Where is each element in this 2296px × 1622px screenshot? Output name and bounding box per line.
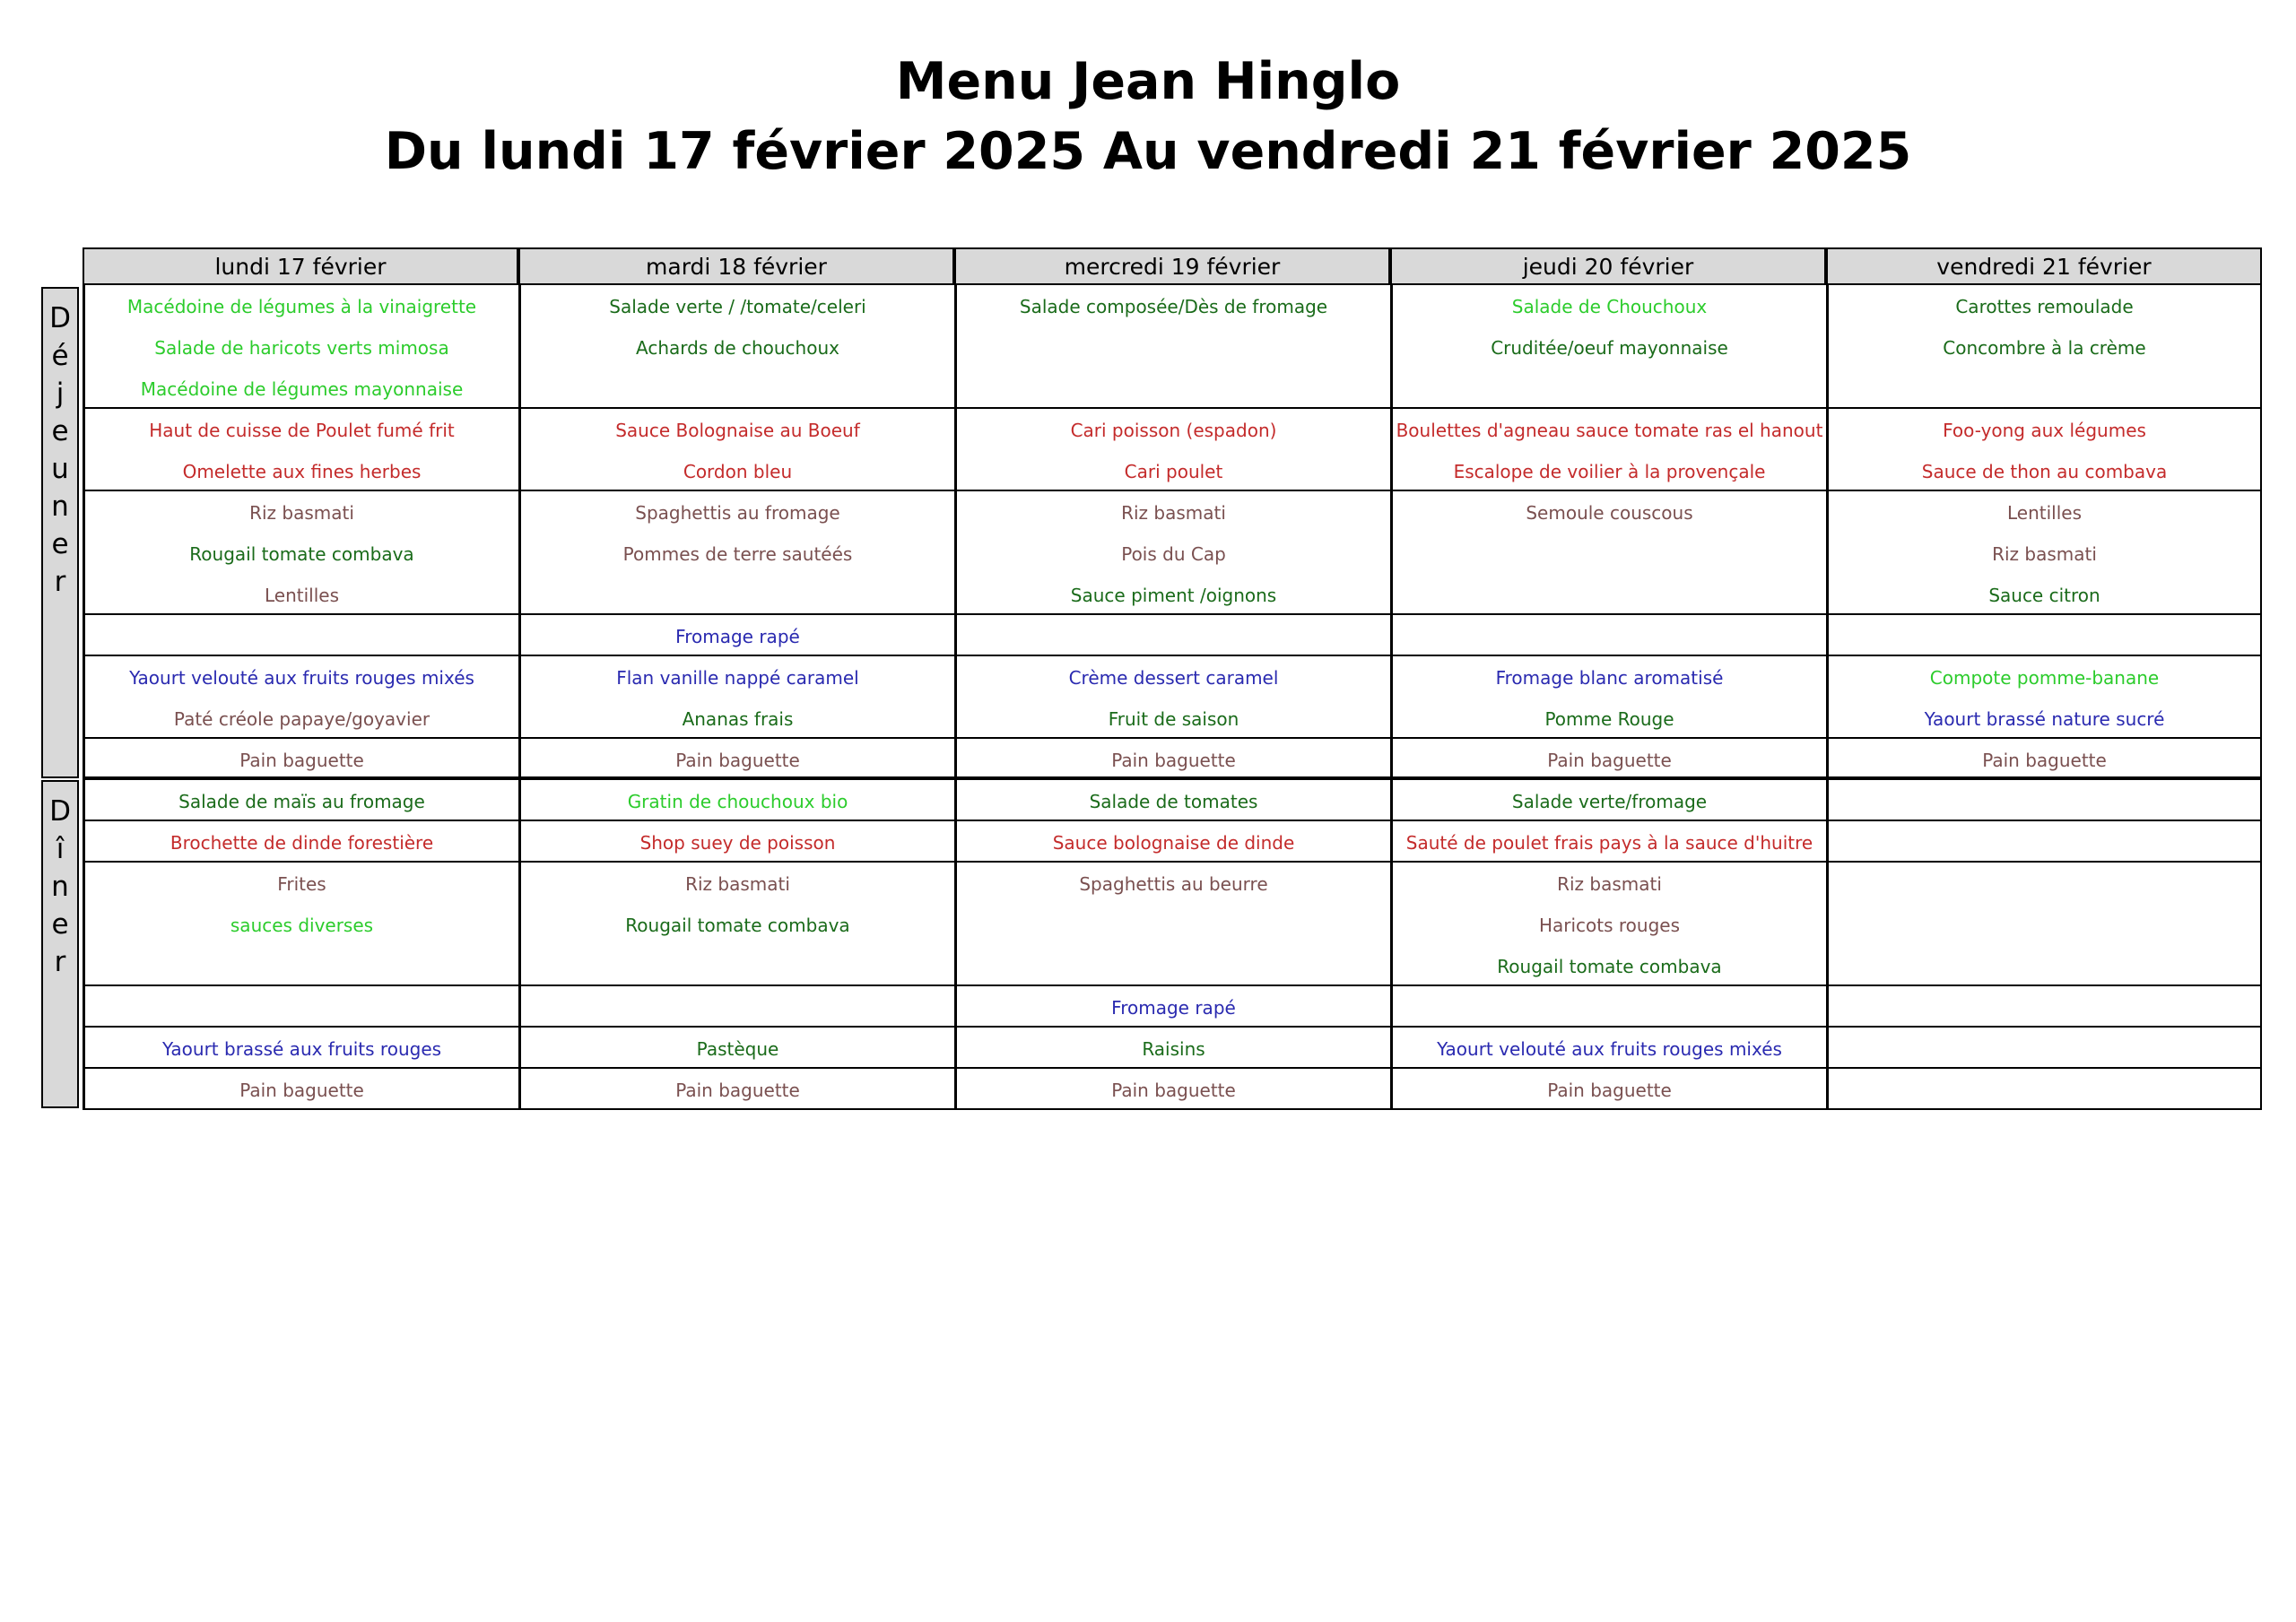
menu-cell: [1390, 491, 1826, 615]
menu-cell: [518, 285, 954, 409]
menu-item: [1829, 1072, 2260, 1110]
menu-cell: [954, 656, 1390, 739]
menu-item: [85, 619, 518, 656]
menu-item: Sauté de poulet frais pays à la sauce d'huitre: [1405, 832, 1813, 854]
menu-cell: [1826, 656, 2262, 739]
menu-cell: [954, 285, 1390, 409]
menu-cell: [83, 1069, 518, 1110]
label-letter: r: [54, 946, 66, 978]
menu-cell: [518, 821, 954, 863]
menu-cell: [518, 739, 954, 780]
menu-item: Salade verte / /tomate/celeri: [609, 296, 866, 317]
menu-item: Salade de maïs au fromage: [178, 791, 425, 812]
menu-item: Concombre à la crème: [1943, 337, 2146, 359]
menu-item: Cari poisson (espadon): [1070, 420, 1277, 441]
label-letter: u: [51, 453, 69, 485]
menu-item: Pain baguette: [675, 750, 800, 771]
menu-item: Boulettes d'agneau sauce tomate ras el hanout: [1396, 420, 1823, 441]
menu-cell: [954, 863, 1390, 986]
day-header: vendredi 21 février: [1826, 247, 2262, 285]
label-letter: e: [51, 415, 69, 447]
menu-cell: [1826, 1069, 2262, 1110]
menu-item: Spaghettis au fromage: [635, 502, 840, 524]
diner-entrees-row: [83, 780, 2264, 821]
menu-cell: [1390, 821, 1826, 863]
menu-item: Lentilles: [2006, 502, 2082, 524]
label-letter: é: [51, 340, 69, 372]
menu-cell: [954, 780, 1390, 821]
menu-cell: [518, 986, 954, 1028]
menu-item: Pomme Rouge: [1544, 708, 1674, 730]
day-header: jeudi 20 février: [1390, 247, 1826, 285]
menu-item: Rougail tomate combava: [1497, 956, 1722, 977]
title-line-1: Menu Jean Hinglo: [895, 52, 1401, 111]
menu-item: Brochette de dinde forestière: [170, 832, 434, 854]
menu-cell: [83, 863, 518, 986]
menu-item: Pain baguette: [675, 1080, 800, 1101]
menu-item: sauces diverses: [230, 915, 374, 936]
menu-cell: [518, 780, 954, 821]
menu-item: Yaourt brassé aux fruits rouges: [161, 1038, 442, 1060]
label-letter: n: [51, 871, 69, 903]
day-header-row: [83, 247, 2264, 285]
menu-cell: [518, 615, 954, 656]
menu-cell: [83, 615, 518, 656]
menu-item: Salade de Chouchoux: [1511, 296, 1708, 317]
menu-item: Fromage rapé: [1111, 997, 1236, 1019]
menu-item: Haut de cuisse de Poulet fumé frit: [149, 420, 455, 441]
menu-item: [1393, 619, 1826, 656]
menu-cell: [518, 1028, 954, 1069]
menu-cell: [1390, 1028, 1826, 1069]
diner-label: [41, 780, 79, 1108]
menu-item: Flan vanille nappé caramel: [616, 667, 859, 689]
menu-item: Foo-yong aux légumes: [1943, 420, 2146, 441]
menu-item: Crème dessert caramel: [1068, 667, 1279, 689]
menu-item: Salade verte/fromage: [1511, 791, 1708, 812]
menu-cell: [83, 986, 518, 1028]
menu-item: Riz basmati: [1557, 873, 1662, 895]
dejeuner-entrees-row: [83, 285, 2264, 409]
menu-cell: [1390, 986, 1826, 1028]
menu-cell: [1390, 656, 1826, 739]
menu-cell: [1390, 409, 1826, 491]
menu-item: Gratin de chouchoux bio: [627, 791, 848, 812]
menu-item: Fromage rapé: [675, 626, 800, 647]
menu-item: Fromage blanc aromatisé: [1495, 667, 1724, 689]
menu-item: [957, 619, 1390, 656]
menu-item: Sauce Bolognaise au Boeuf: [615, 420, 860, 441]
menu-item: Salade composée/Dès de fromage: [1019, 296, 1328, 317]
menu-cell: [518, 491, 954, 615]
menu-item: Carottes remoulade: [1955, 296, 2134, 317]
menu-cell: [518, 1069, 954, 1110]
menu-item: Shop suey de poisson: [639, 832, 836, 854]
menu-item: Semoule couscous: [1526, 502, 1693, 524]
menu-item: Cari poulet: [1124, 461, 1223, 482]
menu-cell: [1390, 1069, 1826, 1110]
menu-item: Salade de haricots verts mimosa: [154, 337, 449, 359]
dejeuner-fromages-row: [83, 615, 2264, 656]
menu-item: Haricots rouges: [1538, 915, 1681, 936]
menu-item: [1829, 1031, 2260, 1069]
menu-cell: [83, 285, 518, 409]
menu-cell: [954, 1069, 1390, 1110]
menu-item: Yaourt brassé nature sucré: [1924, 708, 2165, 730]
menu-item: Cordon bleu: [683, 461, 793, 482]
diner-desserts-row: [83, 1028, 2264, 1069]
menu-item: Sauce bolognaise de dinde: [1052, 832, 1295, 854]
menu-item: Omelette aux fines herbes: [182, 461, 422, 482]
dejeuner-accompagnements-row: [83, 491, 2264, 615]
menu-item: Riz basmati: [1121, 502, 1226, 524]
menu-cell: [1826, 1028, 2262, 1069]
menu-cell: [954, 491, 1390, 615]
day-header: lundi 17 février: [83, 247, 518, 285]
menu-item: [521, 990, 954, 1028]
menu-item: Raisins: [1142, 1038, 1205, 1060]
menu-item: Lentilles: [264, 585, 339, 606]
menu-cell: [1390, 615, 1826, 656]
menu-cell: [518, 863, 954, 986]
menu-cell: [1826, 821, 2262, 863]
label-letter: e: [51, 528, 69, 560]
menu-cell: [954, 615, 1390, 656]
menu-item: Ananas frais: [682, 708, 794, 730]
menu-item: Sauce piment /oignons: [1070, 585, 1277, 606]
dejeuner-plats-row: [83, 409, 2264, 491]
menu-cell: [83, 656, 518, 739]
menu-item: Riz basmati: [685, 873, 790, 895]
menu-item: Pommes de terre sautéés: [622, 543, 853, 565]
menu-cell: [1826, 780, 2262, 821]
label-letter: r: [54, 566, 66, 598]
menu-cell: [83, 1028, 518, 1069]
day-header: mardi 18 février: [518, 247, 954, 285]
menu-cell: [83, 491, 518, 615]
menu-item: Pain baguette: [1982, 750, 2107, 771]
menu-item: [1829, 784, 2260, 821]
menu-item: Achards de chouchoux: [636, 337, 839, 359]
menu-cell: [954, 986, 1390, 1028]
menu-item: Pain baguette: [239, 750, 364, 771]
dejeuner-label: [41, 287, 79, 778]
menu-cell: [954, 739, 1390, 780]
menu-item: Sauce citron: [1988, 585, 2100, 606]
menu-title: [0, 47, 2296, 186]
day-header: mercredi 19 février: [954, 247, 1390, 285]
menu-item: Compote pomme-banane: [1929, 667, 2160, 689]
menu-cell: [1826, 615, 2262, 656]
menu-cell: [1390, 780, 1826, 821]
menu-item: [1829, 619, 2260, 656]
menu-item: Yaourt velouté aux fruits rouges mixés: [1437, 1038, 1782, 1060]
menu-item: Pastèque: [696, 1038, 779, 1060]
label-letter: n: [51, 490, 69, 523]
menu-item: Salade de tomates: [1089, 791, 1258, 812]
label-letter: î: [56, 833, 65, 865]
menu-item: Yaourt velouté aux fruits rouges mixés: [129, 667, 474, 689]
menu-item: Pain baguette: [239, 1080, 364, 1101]
menu-item: Spaghettis au beurre: [1079, 873, 1268, 895]
menu-cell: [1826, 739, 2262, 780]
menu-item: Sauce de thon au combava: [1921, 461, 2168, 482]
menu-table: [83, 247, 2264, 1110]
title-line-2: Du lundi 17 février 2025 Au vendredi 21 février 2025: [384, 122, 1912, 181]
diner-accompagnements-row: [83, 863, 2264, 986]
menu-item: [85, 990, 518, 1028]
dejeuner-pains-row: [83, 739, 2264, 780]
menu-item: Macédoine de légumes mayonnaise: [140, 378, 464, 400]
menu-cell: [1390, 739, 1826, 780]
menu-item: [1829, 825, 2260, 863]
menu-item: Frites: [277, 873, 326, 895]
menu-cell: [83, 409, 518, 491]
menu-cell: [1390, 285, 1826, 409]
label-letter: e: [51, 908, 69, 941]
label-letter: D: [49, 795, 71, 828]
diner-plats-row: [83, 821, 2264, 863]
menu-item: [1829, 990, 2260, 1028]
menu-cell: [83, 739, 518, 780]
menu-item: Macédoine de légumes à la vinaigrette: [126, 296, 477, 317]
diner-fromages-row: [83, 986, 2264, 1028]
menu-item: Riz basmati: [1992, 543, 2097, 565]
menu-item: Paté créole papaye/goyavier: [173, 708, 430, 730]
menu-item: Pain baguette: [1547, 750, 1672, 771]
menu-item: Cruditée/oeuf mayonnaise: [1491, 337, 1728, 359]
menu-item: Rougail tomate combava: [625, 915, 850, 936]
menu-cell: [954, 409, 1390, 491]
menu-item: Fruit de saison: [1108, 708, 1239, 730]
menu-cell: [954, 821, 1390, 863]
menu-cell: [1826, 285, 2262, 409]
menu-item: [1393, 990, 1826, 1028]
menu-cell: [83, 780, 518, 821]
diner-pains-row: [83, 1069, 2264, 1110]
menu-cell: [1826, 986, 2262, 1028]
menu-cell: [83, 821, 518, 863]
menu-item: Riz basmati: [249, 502, 354, 524]
menu-cell: [1390, 863, 1826, 986]
menu-cell: [518, 656, 954, 739]
label-letter: j: [56, 377, 65, 410]
menu-cell: [1826, 409, 2262, 491]
menu-cell: [1826, 863, 2262, 986]
menu-item: Pain baguette: [1111, 750, 1236, 771]
menu-item: Rougail tomate combava: [189, 543, 414, 565]
menu-cell: [518, 409, 954, 491]
menu-item: Pain baguette: [1111, 1080, 1236, 1101]
label-letter: D: [49, 302, 71, 334]
menu-cell: [1826, 491, 2262, 615]
menu-item: Pain baguette: [1547, 1080, 1672, 1101]
menu-cell: [954, 1028, 1390, 1069]
menu-item: Pois du Cap: [1121, 543, 1226, 565]
menu-item: Escalope de voilier à la provençale: [1453, 461, 1766, 482]
dejeuner-desserts-row: [83, 656, 2264, 739]
